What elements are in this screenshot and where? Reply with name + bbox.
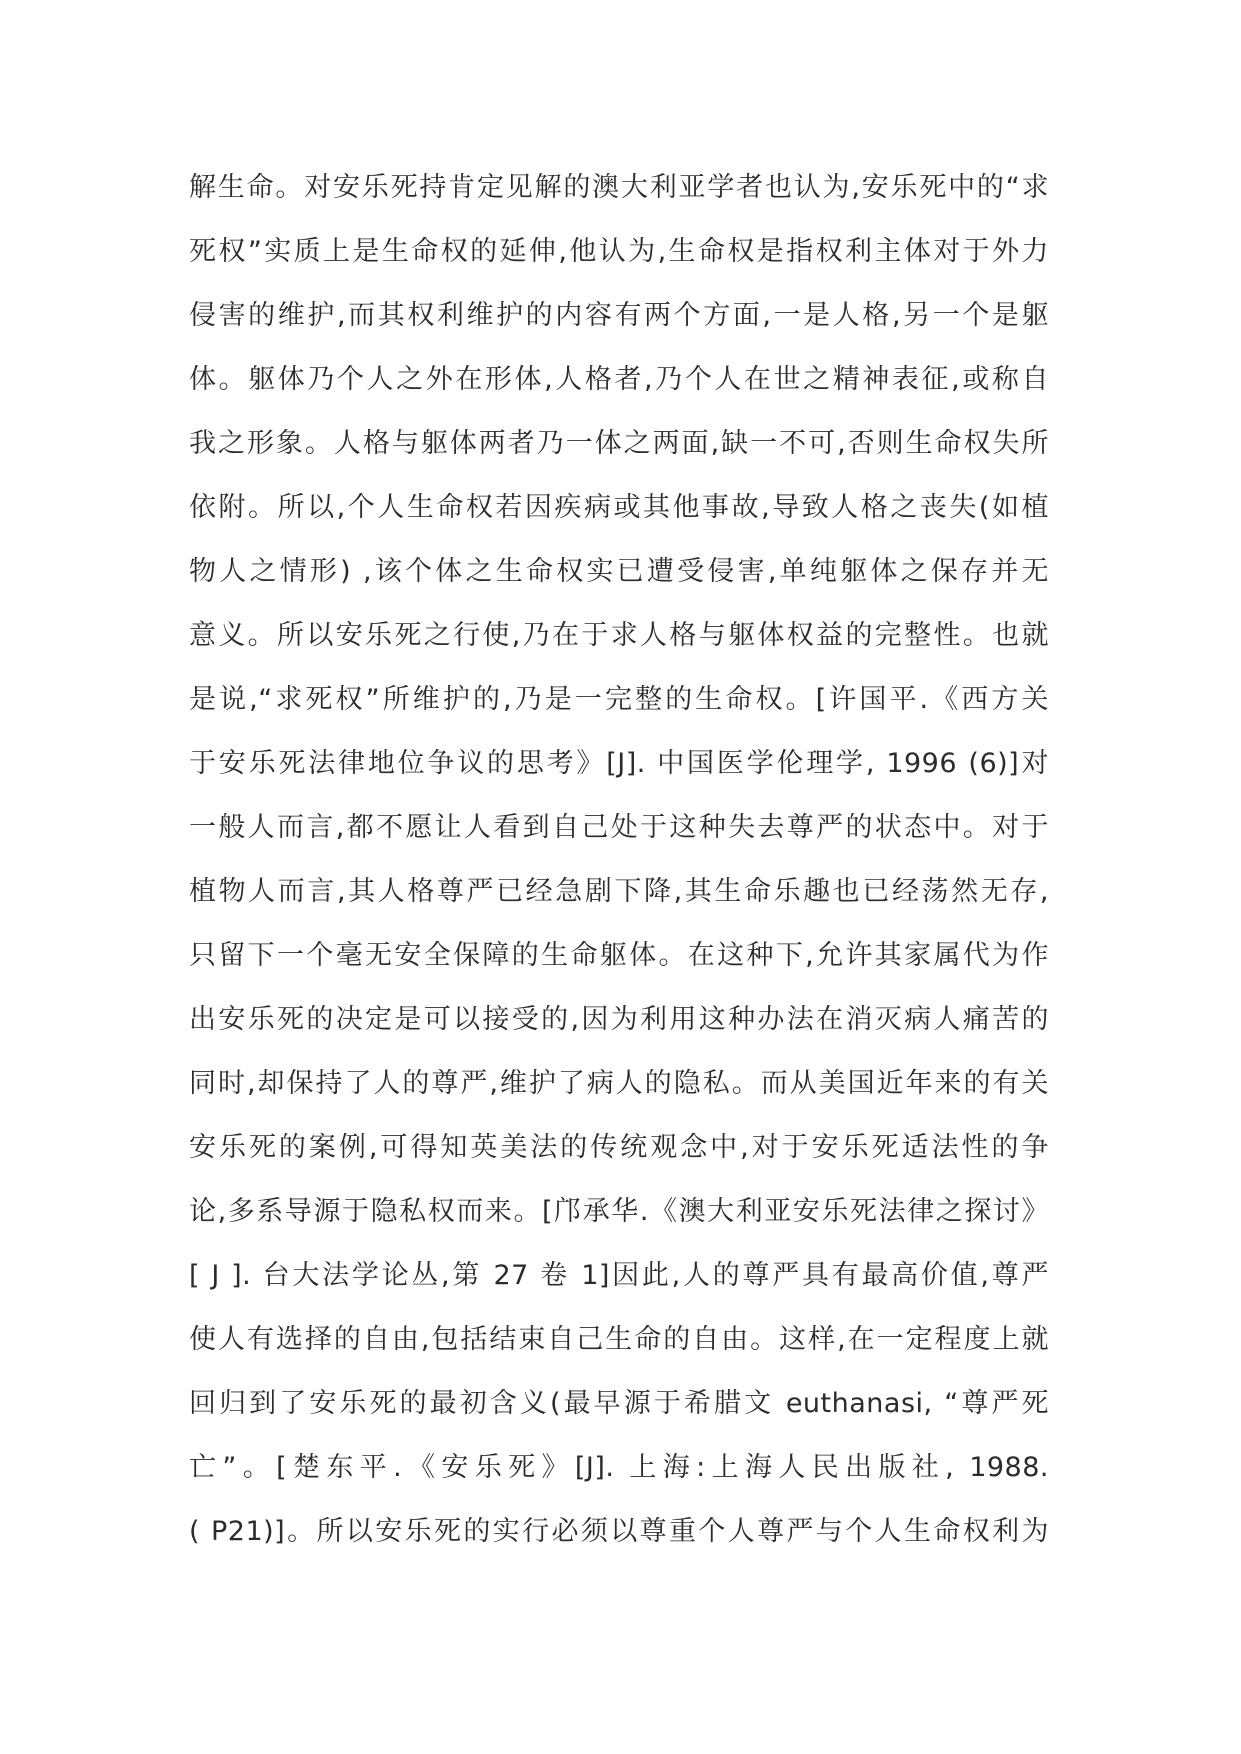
text-line: 依附。所以,个人生命权若因疾病或其他事故,导致人格之丧失(如植 xyxy=(189,492,1049,523)
text-line: [ J ]. 台大法学论丛,第 27 卷 1]因此,人的尊严具有最高价值,尊严 xyxy=(189,1260,1049,1291)
text-line: 体。躯体乃个人之外在形体,人格者,乃个人在世之精神表征,或称自 xyxy=(189,364,1049,395)
text-line: 植物人而言,其人格尊严已经急剧下降,其生命乐趣也已经荡然无存, xyxy=(189,876,1049,907)
text-line: 死权”实质上是生命权的延伸,他认为,生命权是指权利主体对于外力 xyxy=(189,236,1049,267)
text-line: 意义。所以安乐死之行使,乃在于求人格与躯体权益的完整性。也就 xyxy=(189,620,1049,651)
text-line: 我之形象。人格与躯体两者乃一体之两面,缺一不可,否则生命权失所 xyxy=(189,428,1049,459)
text-line: 亡”。[楚东平.《安乐死》[J]. 上海:上海人民出版社, 1988. xyxy=(189,1452,1049,1483)
text-line: 论,多系导源于隐私权而来。[邝承华.《澳大利亚安乐死法律之探讨》 xyxy=(189,1196,1049,1227)
text-line: 于安乐死法律地位争议的思考》[J]. 中国医学伦理学, 1996 (6)]对 xyxy=(189,748,1049,779)
text-line: 回归到了安乐死的最初含义(最早源于希腊文 euthanasi, “尊严死 xyxy=(189,1388,1049,1419)
text-line: 同时,却保持了人的尊严,维护了病人的隐私。而从美国近年来的有关 xyxy=(189,1068,1049,1099)
text-line: 安乐死的案例,可得知英美法的传统观念中,对于安乐死适法性的争 xyxy=(189,1132,1049,1163)
text-line: 侵害的维护,而其权利维护的内容有两个方面,一是人格,另一个是躯 xyxy=(189,300,1049,331)
text-line: 解生命。对安乐死持肯定见解的澳大利亚学者也认为,安乐死中的“求 xyxy=(189,172,1049,203)
text-line: 出安乐死的决定是可以接受的,因为利用这种办法在消灭病人痛苦的 xyxy=(189,1004,1049,1035)
text-line: 是说,“求死权”所维护的,乃是一完整的生命权。[许国平.《西方关 xyxy=(189,684,1049,715)
text-line: 只留下一个毫无安全保障的生命躯体。在这种下,允许其家属代为作 xyxy=(189,940,1049,971)
text-line: 一般人而言,都不愿让人看到自己处于这种失去尊严的状态中。对于 xyxy=(189,812,1049,843)
text-line: ( P21)]。所以安乐死的实行必须以尊重个人尊严与个人生命权利为 xyxy=(189,1516,1049,1547)
text-line: 物人之情形) ,该个体之生命权实已遭受侵害,单纯躯体之保存并无 xyxy=(189,556,1049,587)
body-paragraph xyxy=(189,156,1049,1564)
text-line: 使人有选择的自由,包括结束自己生命的自由。这样,在一定程度上就 xyxy=(189,1324,1049,1355)
